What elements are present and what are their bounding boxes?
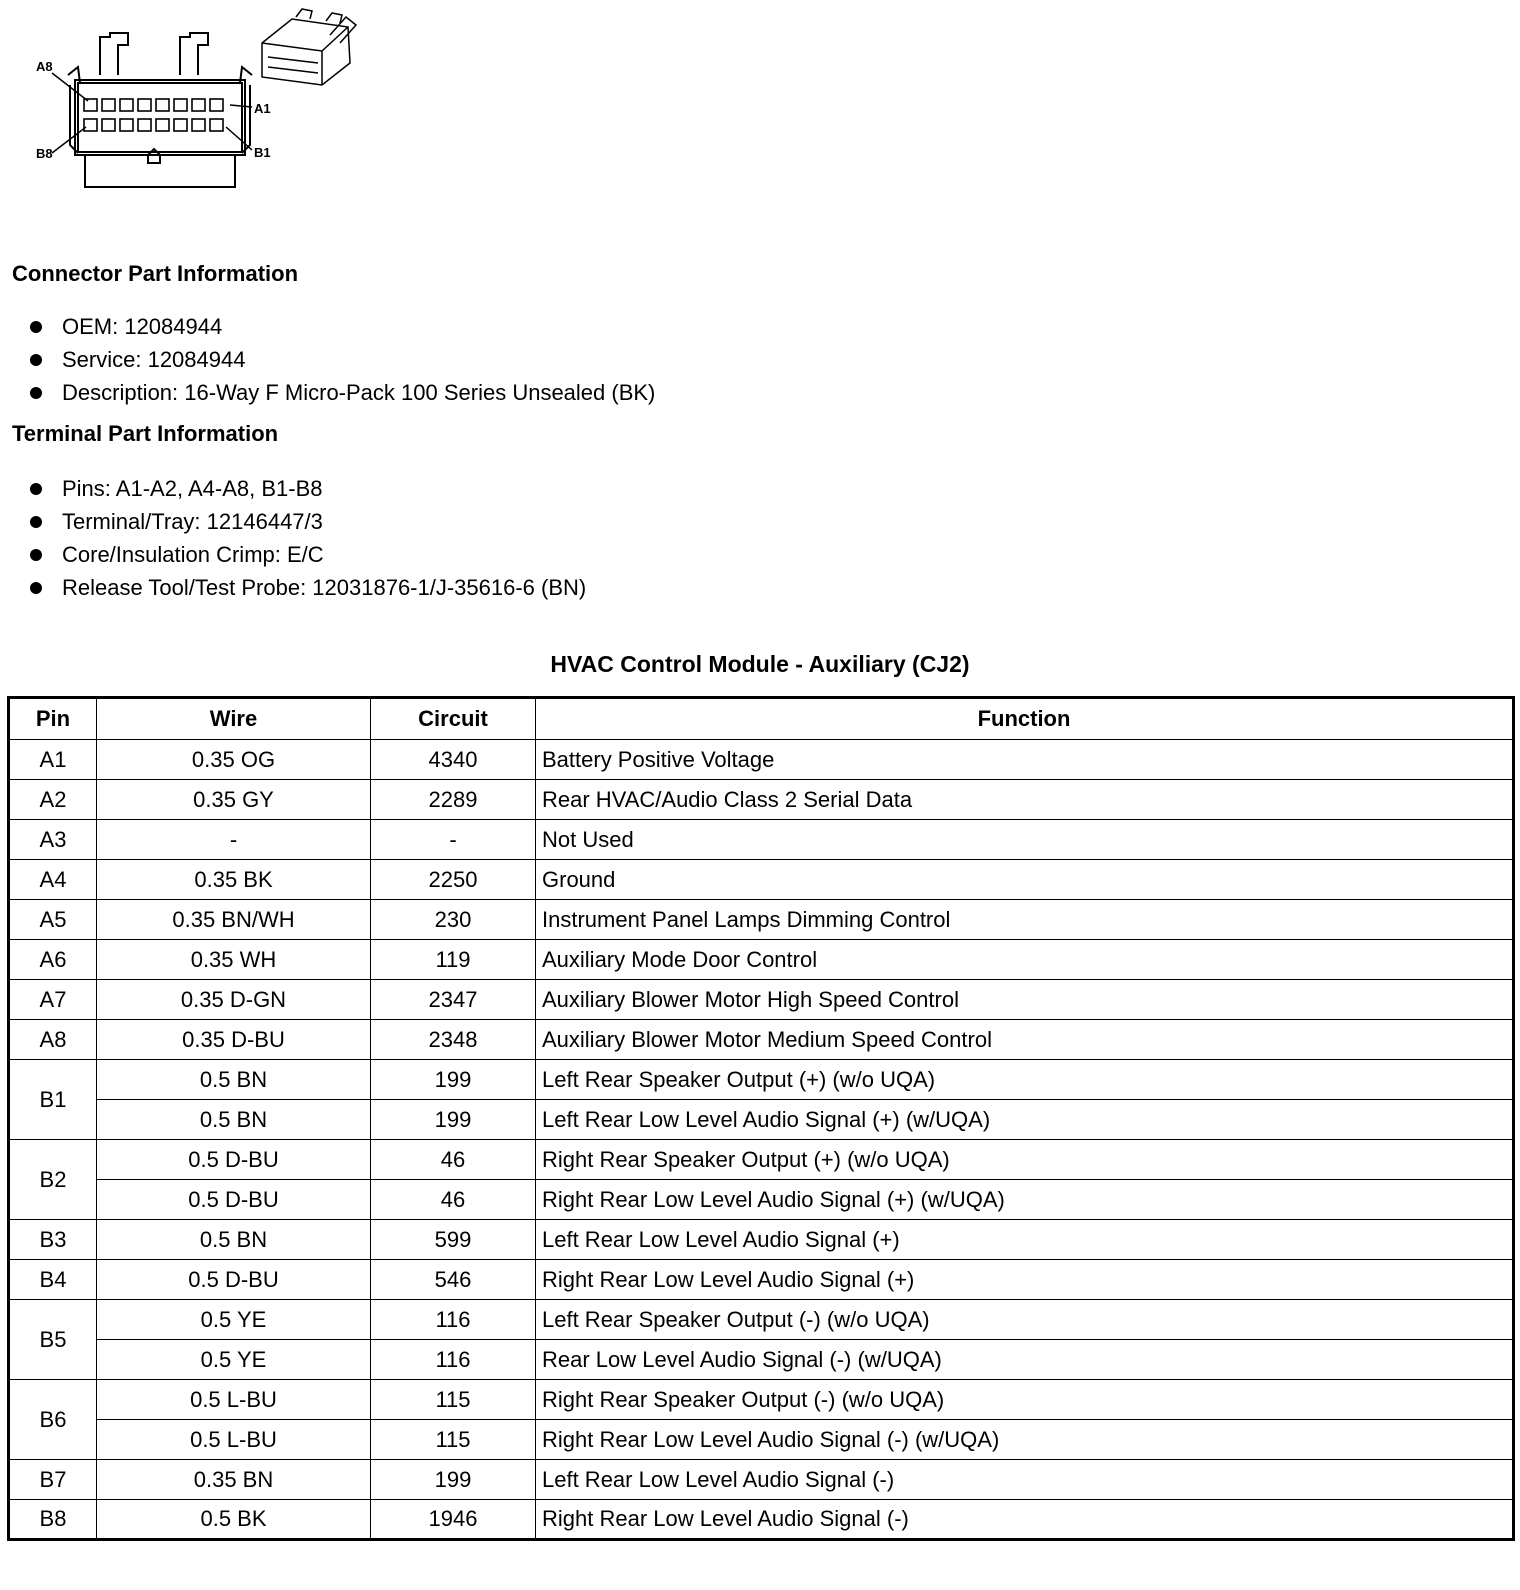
connector-service: Service: 12084944 xyxy=(62,347,246,372)
cell-function: Right Rear Low Level Audio Signal (+) (w/UQA) xyxy=(536,1180,1514,1220)
cell-wire: 0.5 D-BU xyxy=(97,1260,371,1300)
cell-wire: - xyxy=(97,820,371,860)
cell-function: Not Used xyxy=(536,820,1514,860)
list-item xyxy=(30,571,586,604)
cell-function: Left Rear Speaker Output (-) (w/o UQA) xyxy=(536,1300,1514,1340)
cell-wire: 0.5 L-BU xyxy=(97,1420,371,1460)
cell-pin: B3 xyxy=(9,1220,97,1260)
cell-function: Left Rear Low Level Audio Signal (+) xyxy=(536,1220,1514,1260)
list-item xyxy=(30,505,586,538)
header-circuit: Circuit xyxy=(371,698,536,740)
connector-info-list xyxy=(30,310,655,409)
cell-circuit: 2347 xyxy=(371,980,536,1020)
bullet-icon xyxy=(30,582,42,594)
terminal-info-list xyxy=(30,472,586,604)
bullet-icon xyxy=(30,549,42,561)
table-row xyxy=(9,980,1514,1020)
connector-info-title: Connector Part Information xyxy=(12,261,299,286)
cell-wire: 0.5 D-BU xyxy=(97,1180,371,1220)
terminal-release-tool: Release Tool/Test Probe: 12031876-1/J-35616-6 (BN) xyxy=(62,575,587,600)
cell-circuit: 2289 xyxy=(371,780,536,820)
table-row xyxy=(9,1220,1514,1260)
cell-pin: A6 xyxy=(9,940,97,980)
header-wire: Wire xyxy=(97,698,371,740)
cell-function: Auxiliary Mode Door Control xyxy=(536,940,1514,980)
cell-wire: 0.5 BN xyxy=(97,1220,371,1260)
cell-function: Left Rear Low Level Audio Signal (+) (w/UQA) xyxy=(536,1100,1514,1140)
table-row xyxy=(9,1460,1514,1500)
cell-function: Right Rear Speaker Output (+) (w/o UQA) xyxy=(536,1140,1514,1180)
bullet-icon xyxy=(30,321,42,333)
cell-wire: 0.35 BN xyxy=(97,1460,371,1500)
bullet-icon xyxy=(30,516,42,528)
cell-function: Instrument Panel Lamps Dimming Control xyxy=(536,900,1514,940)
table-row xyxy=(9,900,1514,940)
cell-circuit: 199 xyxy=(371,1060,536,1100)
cell-circuit: 4340 xyxy=(371,740,536,780)
cell-wire: 0.35 D-BU xyxy=(97,1020,371,1060)
table-title: HVAC Control Module - Auxiliary (CJ2) xyxy=(550,651,970,677)
cell-function: Rear HVAC/Audio Class 2 Serial Data xyxy=(536,780,1514,820)
table-row xyxy=(9,1500,1514,1540)
label-a1: A1 xyxy=(254,101,271,116)
connector-description: Description: 16-Way F Micro-Pack 100 Series Unsealed (BK) xyxy=(62,380,656,405)
table-row xyxy=(9,820,1514,860)
cell-pin: B6 xyxy=(9,1380,97,1460)
cell-pin: A4 xyxy=(9,860,97,900)
cell-pin: B1 xyxy=(9,1060,97,1140)
cell-wire: 0.5 YE xyxy=(97,1340,371,1380)
list-item xyxy=(30,376,655,409)
cell-circuit: 46 xyxy=(371,1180,536,1220)
header-function: Function xyxy=(536,698,1514,740)
table-row xyxy=(9,1180,1514,1220)
cell-circuit: 116 xyxy=(371,1300,536,1340)
table-row xyxy=(9,740,1514,780)
cell-pin: A3 xyxy=(9,820,97,860)
cell-pin: B7 xyxy=(9,1460,97,1500)
table-row xyxy=(9,860,1514,900)
terminal-cavities xyxy=(84,99,223,131)
cell-pin: A1 xyxy=(9,740,97,780)
cell-circuit: 119 xyxy=(371,940,536,980)
cell-pin: B4 xyxy=(9,1260,97,1300)
cell-wire: 0.35 GY xyxy=(97,780,371,820)
cell-pin: A2 xyxy=(9,780,97,820)
table-row xyxy=(9,1420,1514,1460)
cell-function: Rear Low Level Audio Signal (-) (w/UQA) xyxy=(536,1340,1514,1380)
header-pin: Pin xyxy=(9,698,97,740)
cell-pin: B2 xyxy=(9,1140,97,1220)
cell-circuit: 546 xyxy=(371,1260,536,1300)
bullet-icon xyxy=(30,387,42,399)
terminal-crimp: Core/Insulation Crimp: E/C xyxy=(62,542,324,567)
table-row xyxy=(9,1340,1514,1380)
table-row xyxy=(9,1060,1514,1100)
cell-wire: 0.35 BN/WH xyxy=(97,900,371,940)
connector-diagram xyxy=(30,5,390,205)
cell-function: Left Rear Low Level Audio Signal (-) xyxy=(536,1460,1514,1500)
cell-wire: 0.5 BN xyxy=(97,1100,371,1140)
cell-function: Left Rear Speaker Output (+) (w/o UQA) xyxy=(536,1060,1514,1100)
table-row xyxy=(9,1260,1514,1300)
cell-function: Auxiliary Blower Motor Medium Speed Control xyxy=(536,1020,1514,1060)
cell-wire: 0.35 BK xyxy=(97,860,371,900)
cell-circuit: - xyxy=(371,820,536,860)
cell-circuit: 199 xyxy=(371,1460,536,1500)
table-header-row xyxy=(9,698,1514,740)
cell-pin: A8 xyxy=(9,1020,97,1060)
cell-pin: B5 xyxy=(9,1300,97,1380)
cell-pin: A7 xyxy=(9,980,97,1020)
cell-function: Right Rear Speaker Output (-) (w/o UQA) xyxy=(536,1380,1514,1420)
cell-circuit: 599 xyxy=(371,1220,536,1260)
table-row xyxy=(9,1300,1514,1340)
connector-oem: OEM: 12084944 xyxy=(62,314,223,339)
cell-circuit: 46 xyxy=(371,1140,536,1180)
label-b1: B1 xyxy=(254,145,271,160)
list-item xyxy=(30,538,586,571)
cell-function: Auxiliary Blower Motor High Speed Control xyxy=(536,980,1514,1020)
list-item xyxy=(30,310,655,343)
cell-function: Battery Positive Voltage xyxy=(536,740,1514,780)
cell-wire: 0.35 OG xyxy=(97,740,371,780)
connector-3d-icon xyxy=(262,9,356,85)
terminal-pins: Pins: A1-A2, A4-A8, B1-B8 xyxy=(62,476,323,501)
cell-wire: 0.35 WH xyxy=(97,940,371,980)
cell-circuit: 230 xyxy=(371,900,536,940)
cell-circuit: 2348 xyxy=(371,1020,536,1060)
table-row xyxy=(9,780,1514,820)
table-row xyxy=(9,1100,1514,1140)
cell-circuit: 1946 xyxy=(371,1500,536,1540)
cell-pin: B8 xyxy=(9,1500,97,1540)
list-item xyxy=(30,472,586,505)
cell-circuit: 199 xyxy=(371,1100,536,1140)
cell-wire: 0.5 D-BU xyxy=(97,1140,371,1180)
cell-pin: A5 xyxy=(9,900,97,940)
cell-circuit: 2250 xyxy=(371,860,536,900)
label-b8: B8 xyxy=(36,146,53,161)
list-item xyxy=(30,343,655,376)
table-row xyxy=(9,1140,1514,1180)
terminal-tray: Terminal/Tray: 12146447/3 xyxy=(62,509,323,534)
table-body xyxy=(9,740,1514,1540)
table-row xyxy=(9,1380,1514,1420)
terminal-info-title: Terminal Part Information xyxy=(12,421,279,446)
cell-wire: 0.35 D-GN xyxy=(97,980,371,1020)
pinout-table xyxy=(7,696,1515,1541)
cell-circuit: 115 xyxy=(371,1380,536,1420)
cell-function: Right Rear Low Level Audio Signal (-) (w/UQA) xyxy=(536,1420,1514,1460)
table-row xyxy=(9,940,1514,980)
cell-wire: 0.5 YE xyxy=(97,1300,371,1340)
cell-wire: 0.5 BN xyxy=(97,1060,371,1100)
cell-wire: 0.5 BK xyxy=(97,1500,371,1540)
cell-function: Ground xyxy=(536,860,1514,900)
cell-function: Right Rear Low Level Audio Signal (+) xyxy=(536,1260,1514,1300)
bullet-icon xyxy=(30,354,42,366)
label-a8: A8 xyxy=(36,59,53,74)
cell-function: Right Rear Low Level Audio Signal (-) xyxy=(536,1500,1514,1540)
bullet-icon xyxy=(30,483,42,495)
cell-circuit: 115 xyxy=(371,1420,536,1460)
cell-wire: 0.5 L-BU xyxy=(97,1380,371,1420)
table-row xyxy=(9,1020,1514,1060)
cell-circuit: 116 xyxy=(371,1340,536,1380)
